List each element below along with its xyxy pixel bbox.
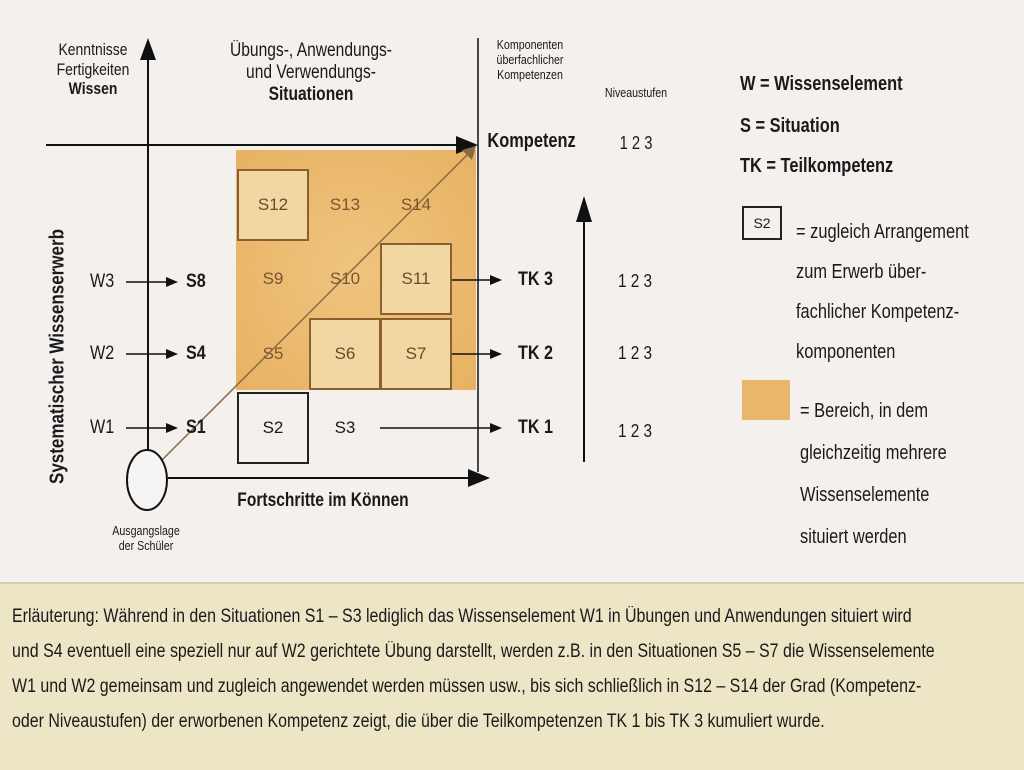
legend-area-text-line4: situiert werden	[800, 526, 907, 548]
x-axis-arrowhead	[468, 469, 490, 487]
vertical-axis-label: Systematischer Wissenserwerb	[46, 229, 69, 484]
situations-header-line2: und Verwendungs-	[246, 61, 376, 83]
cell-s14: S14	[400, 195, 432, 214]
competence-levels: 1 2 3	[619, 133, 653, 153]
y-axis-label-line2: Fertigkeiten	[56, 59, 130, 79]
y-axis-label-line1: Kenntnisse	[58, 40, 128, 59]
cell-s12: S12	[237, 169, 309, 241]
row-s4-label: S4	[186, 343, 206, 364]
cell-s2: S2	[237, 392, 309, 464]
legend-area-text-line1: = Bereich, in dem	[800, 400, 929, 422]
legend-area-swatch	[742, 380, 790, 420]
row-w1-label: W1	[90, 417, 115, 438]
cell-s3: S3	[334, 418, 356, 437]
cell-s11: S11	[380, 243, 452, 315]
legend-tk: TK = Teilkompetenz	[740, 155, 894, 177]
tk3-arrowhead	[490, 275, 502, 285]
cell-s6: S6	[309, 318, 381, 390]
legend-s: S = Situation	[740, 115, 840, 137]
cell-s7: S7	[380, 318, 452, 390]
origin-label-line2: der Schüler	[118, 537, 174, 553]
origin-ellipse	[127, 450, 167, 510]
legend-box-text-line2: zum Erwerb über-	[796, 261, 927, 283]
row-tk3-label: TK 3	[518, 269, 554, 290]
row-w2-label: W2	[90, 343, 115, 364]
components-header-line3: Kompetenzen	[497, 66, 563, 82]
row-tk1-levels: 1 2 3	[618, 421, 653, 441]
y-axis-arrowhead	[140, 38, 156, 60]
cell-s13: S13	[329, 195, 361, 214]
tk1-arrowhead	[490, 423, 502, 433]
caption-line-4: oder Niveaustufen) der erworbenen Kompetenz zeigt, die über die Teilkompetenzen TK 1 bis TK 3 kumuliert wurde.	[12, 711, 825, 732]
levels-header: Niveaustufen	[604, 85, 668, 100]
legend-area-text-line3: Wissenselemente	[800, 484, 930, 506]
x-axis-label: Fortschritte im Können	[237, 490, 409, 511]
situations-header	[217, 40, 406, 106]
legend-box-sample-label: S2	[753, 215, 771, 231]
cell-s5: S5	[262, 344, 284, 363]
legend-box-text-line1: = zugleich Arrangement	[796, 221, 969, 243]
legend-w: W = Wissenselement	[740, 73, 903, 95]
y-axis-label-line3: Wissen	[68, 79, 118, 99]
row-tk2-levels: 1 2 3	[618, 343, 653, 363]
levels-arrowhead	[576, 196, 592, 222]
legend-box-text-line4: komponenten	[796, 341, 896, 363]
w1-arrowhead	[166, 423, 178, 433]
situations-header-line1: Übungs-, Anwendungs-	[230, 40, 392, 61]
tk2-arrowhead	[490, 349, 502, 359]
legend-box-text	[796, 212, 969, 372]
row-tk2-label: TK 2	[518, 343, 554, 364]
origin-label-line1: Ausgangslage	[112, 523, 180, 538]
caption-panel	[0, 582, 1024, 770]
components-header-line2: überfachlicher	[496, 51, 564, 67]
y-axis-label	[48, 40, 138, 99]
cell-s9: S9	[262, 269, 284, 288]
w2-arrowhead	[166, 349, 178, 359]
caption-line-1: Erläuterung: Während in den Situationen S1 – S3 lediglich das Wissenselement W1 in Übungen und Anwendungen situiert wird	[12, 606, 912, 627]
origin-label	[102, 524, 191, 554]
cell-s10: S10	[329, 269, 361, 288]
components-header	[484, 38, 576, 83]
row-s8-label: S8	[186, 271, 206, 292]
row-tk3-levels: 1 2 3	[618, 271, 653, 291]
situations-header-line3: Situationen	[268, 83, 354, 105]
legend-area-text	[800, 390, 947, 558]
legend-area-text-line2: gleichzeitig mehrere	[800, 442, 947, 464]
row-s1-label: S1	[186, 417, 206, 438]
legend-box-text-line3: fachlicher Kompetenz-	[796, 301, 960, 323]
components-header-line1: Komponenten	[496, 37, 564, 52]
caption-line-2: und S4 eventuell eine speziell nur auf W2 gerichtete Übung darstellt, werden z.B. in den Situationen S5 – S7 die Wissenselemente	[12, 641, 935, 662]
row-tk1-label: TK 1	[518, 417, 554, 438]
legend-box-sample	[742, 206, 782, 240]
row-w3-label: W3	[90, 271, 115, 292]
competence-label: Kompetenz	[487, 130, 576, 152]
caption-line-3: W1 und W2 gemeinsam und zugleich angewendet werden müssen usw., bis sich schließlich in S12 – S14 der Grad (Kompetenz-	[12, 676, 922, 697]
w3-arrowhead	[166, 277, 178, 287]
